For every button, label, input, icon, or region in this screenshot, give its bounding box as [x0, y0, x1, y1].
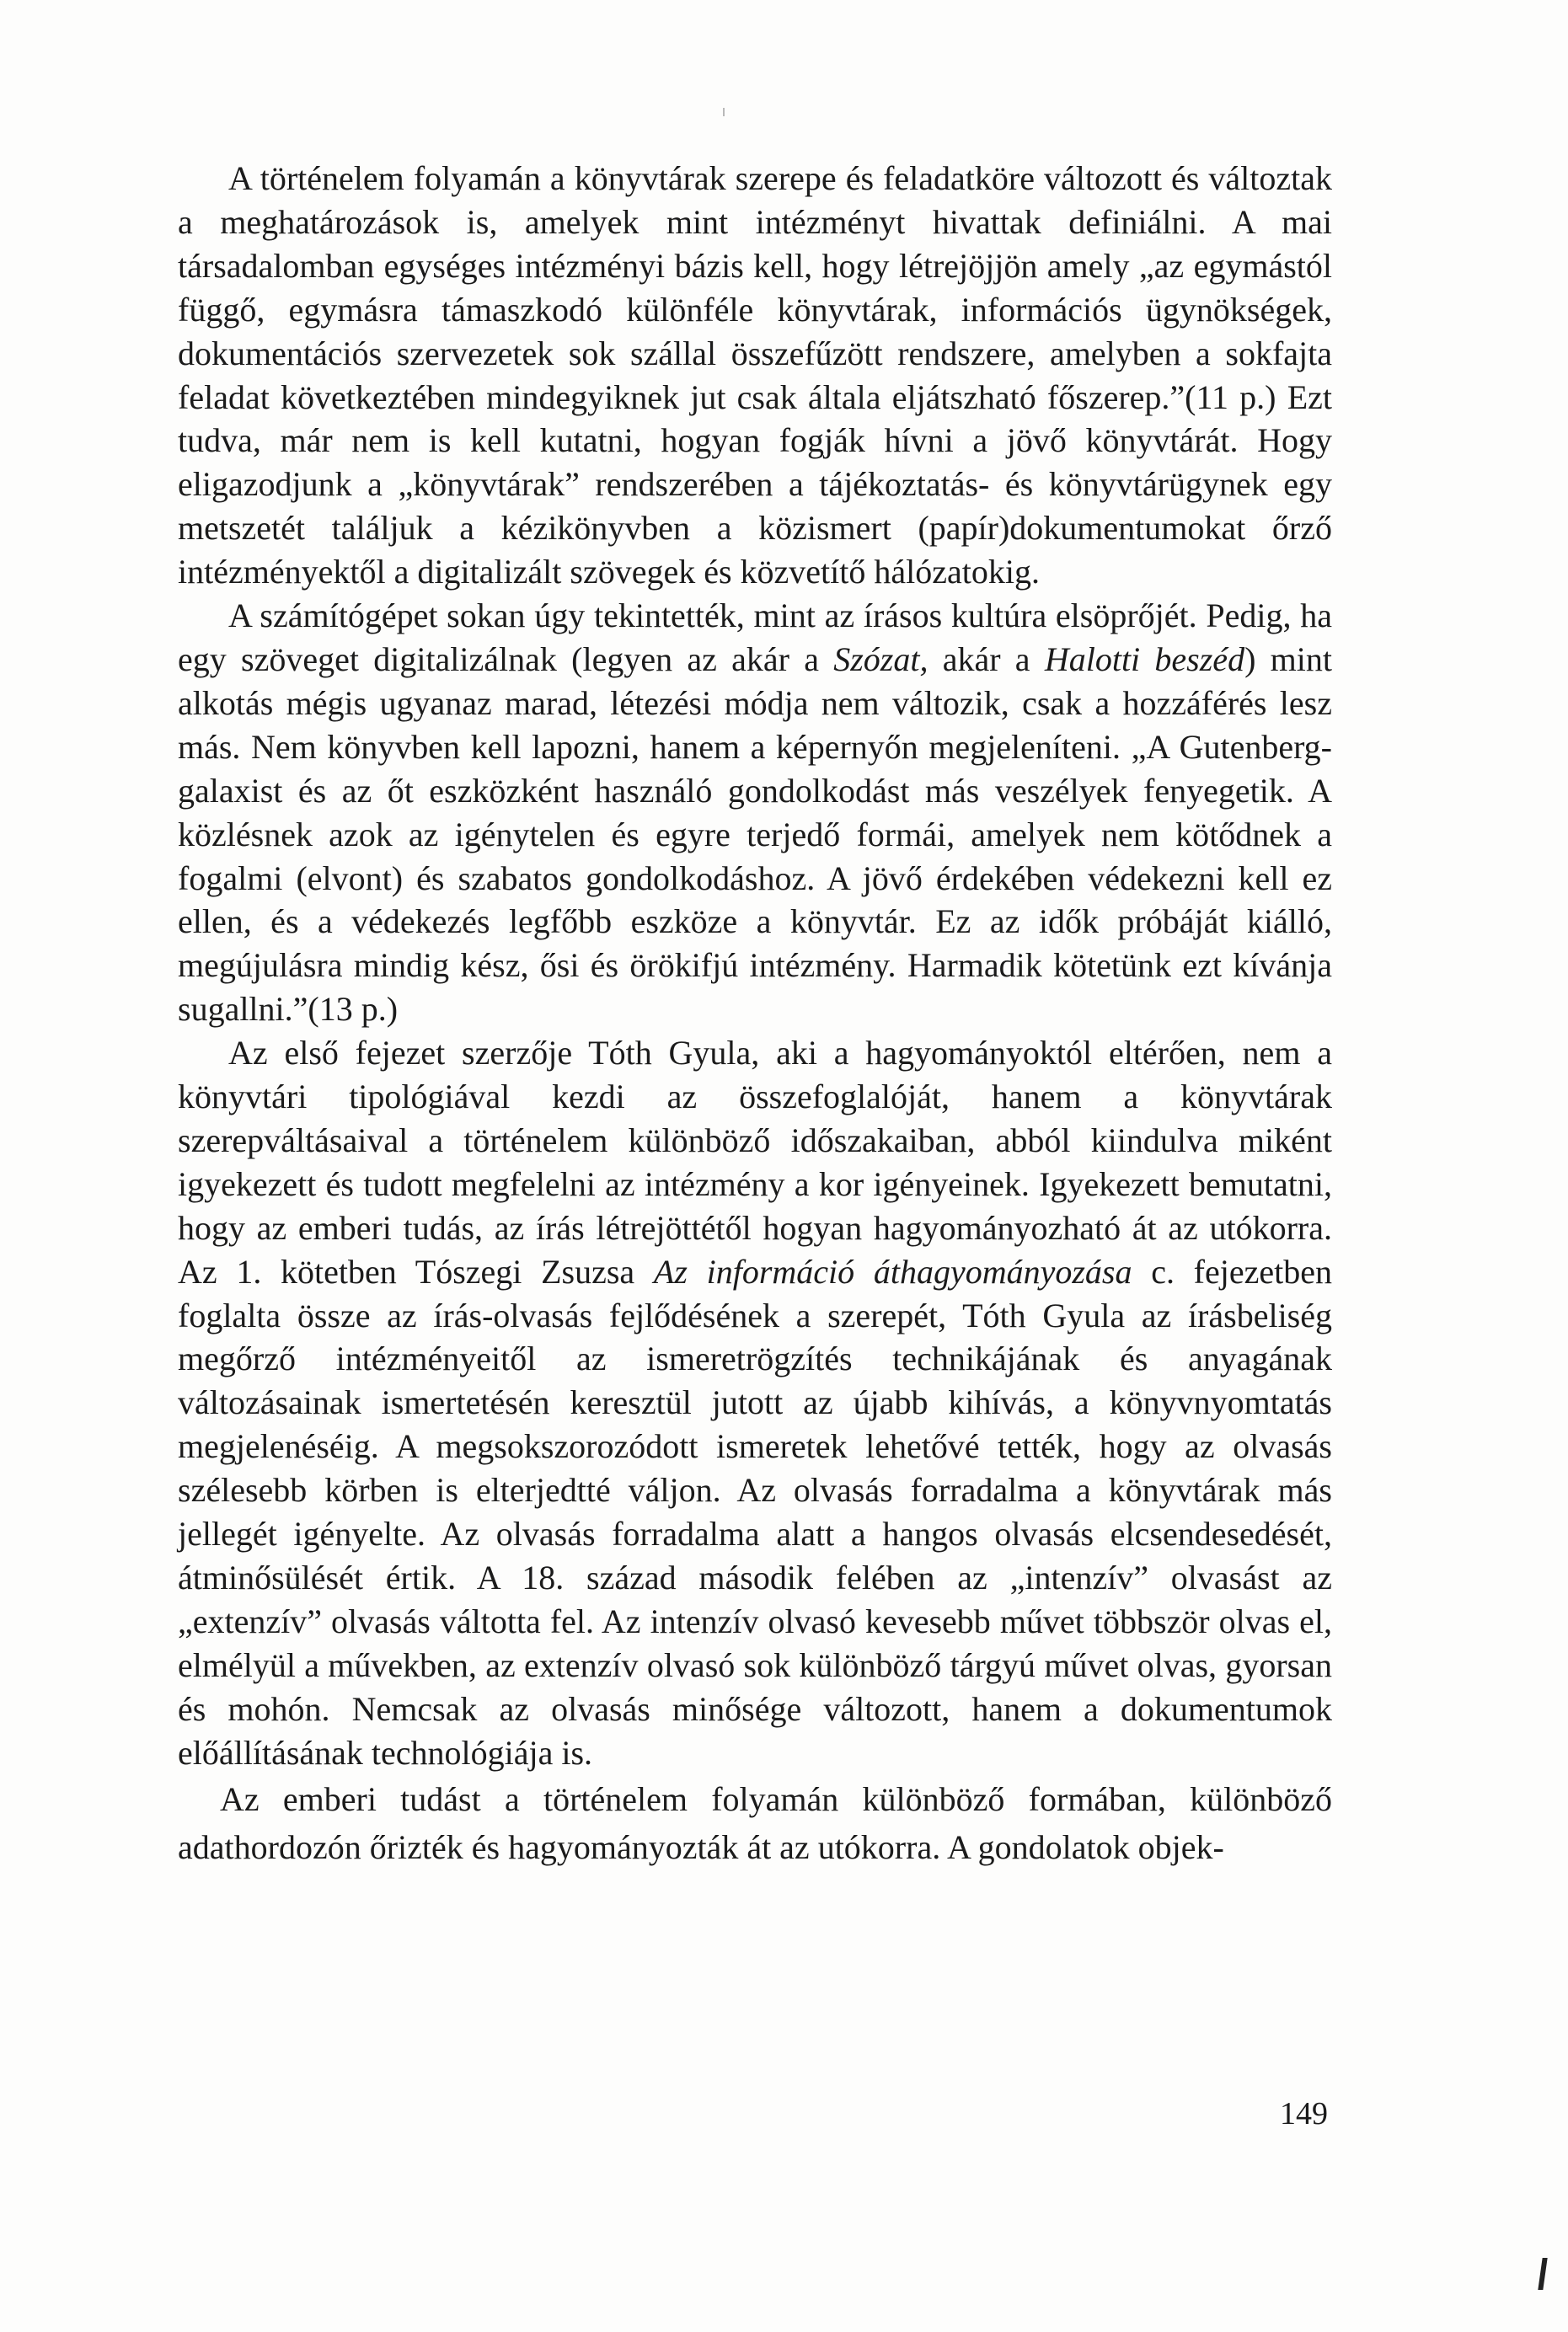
italic-title-text: Halotti beszéd: [1044, 639, 1245, 678]
paragraph-4: [178, 1775, 1332, 1872]
paragraph-2: [178, 594, 1332, 1031]
italic-title-text: Az információ áthagyományozása: [653, 1252, 1132, 1291]
paragraph-text-run: akár a: [928, 639, 1045, 678]
paragraph-text-run: ) mint alkotás mégis ugyanaz marad, létezési módja nem változik, csak a hozzáférés lesz más. Nem könyvben kell lapozni, hanem a képernyőn megjeleníteni. „A Gutenberg-galaxist és az őt eszközként használó gondolkodást más veszélyek fenyegetik. A közlésnek azok az igénytelen és egyre terjedő formái, amelyek nem kötődnek a fogalmi (elvont) és szabatos gondolkodáshoz. A jövő érdekében védekezni kell ez ellen, és a védekezés legfőbb eszköze a könyvtár. Ez az idők próbáját kiálló, megújulásra mindig kész, ősi és örökifjú intézmény. Harmadik kötetünk ezt kívánja sugallni.”(13 p.): [178, 639, 1332, 1029]
paragraph-3: [178, 1031, 1332, 1774]
paragraph-text-run: c. fejezetben foglalta össze az írás-olvasás fejlődésének a szerepét, Tóth Gyula az írásbeliség megőrző intézményeitől az ismeretrögzítés technikájának és anyagának változásainak ismertetésén keresztül jutott az újabb kihívás, a könyvnyomtatás megjelenéséig. A megsokszorozódott ismeretek lehetővé tették, hogy az olvasás szélesebb körben is elterjedtté váljon. Az olvasás forradalma a könyvtárak más jellegét igényelte. Az olvasás forradalma alatt a hangos olvasás elcsendesedését, átminősülését értik. A 18. század második felében az „intenzív” olvasást az „extenzív” olvasás váltotta fel. Az intenzív olvasó kevesebb művet többször olvas el, elmélyül a művekben, az extenzív olvasó sok különböző tárgyú művet olvas, gyorsan és mohón. Nemcsak az olvasás minősége változott, hanem a dokumentumok előállításának technológiája is.: [178, 1252, 1332, 1772]
paragraph-text-run: A számítógépet sokan úgy tekintették, mint az írásos kultúra elsöprőjét. Pedig, ha egy szöveget digitalizálnak (legyen az akár a: [178, 596, 1332, 678]
italic-title-text: Szózat,: [833, 639, 928, 678]
paragraph-text-run: Az emberi tudást a történelem folyamán különböző formában, különböző adathordozón őrizték és hagyományozták át az utókorra. A gondolatok objek-: [178, 1779, 1332, 1866]
scan-speck: [723, 108, 725, 116]
paragraph-1: [178, 157, 1332, 594]
paragraph-text-run: Az első fejezet szerzője Tóth Gyula, aki a hagyományoktól eltérően, nem a könyvtári tipológiával kezdi az összefoglalóját, hanem a könyvtárak szerepváltásaival a történelem különböző időszakaiban, abból kiindulva miként igyekezett és tudott megfelelni az intézmény a kor igényeinek. Igyekezett bemutatni, hogy az emberi tudás, az írás létrejöttétől hogyan hagyományozható át az utókorra. Az 1. kötetben Tószegi Zsuzsa: [178, 1034, 1332, 1291]
paragraph-text-run: A történelem folyamán a könyvtárak szerepe és feladatköre változott és változtak a meghatározások is, amelyek mint intézményt hivattak definiálni. A mai társadalomban egységes intézményi bázis kell, hogy létrejöjjön amely „az egymástól függő, egymásra támaszkodó különféle könyvtárak, információs ügynökségek, dokumentációs szervezetek sok szállal összefűzött rendszere, amelyben a sokfajta feladat következtében mindegyiknek jut csak általa eljátszható főszerep.”(11 p.) Ezt tudva, már nem is kell kutatni, hogyan fogják hívni a jövő könyvtárát. Hogy eligazodjunk a „könyvtárak” rendszerében a tájékoztatás- és könyvtárügynek egy metszetét találjuk a kézikönyvben a közismert (papír)dokumentumokat őrző intézményektől a digitalizált szövegek és közvetítő hálózatokig.: [178, 159, 1332, 591]
page-number: 149: [1280, 2096, 1328, 2131]
body-text: [178, 157, 1332, 1871]
margin-mark: [1538, 2258, 1547, 2290]
